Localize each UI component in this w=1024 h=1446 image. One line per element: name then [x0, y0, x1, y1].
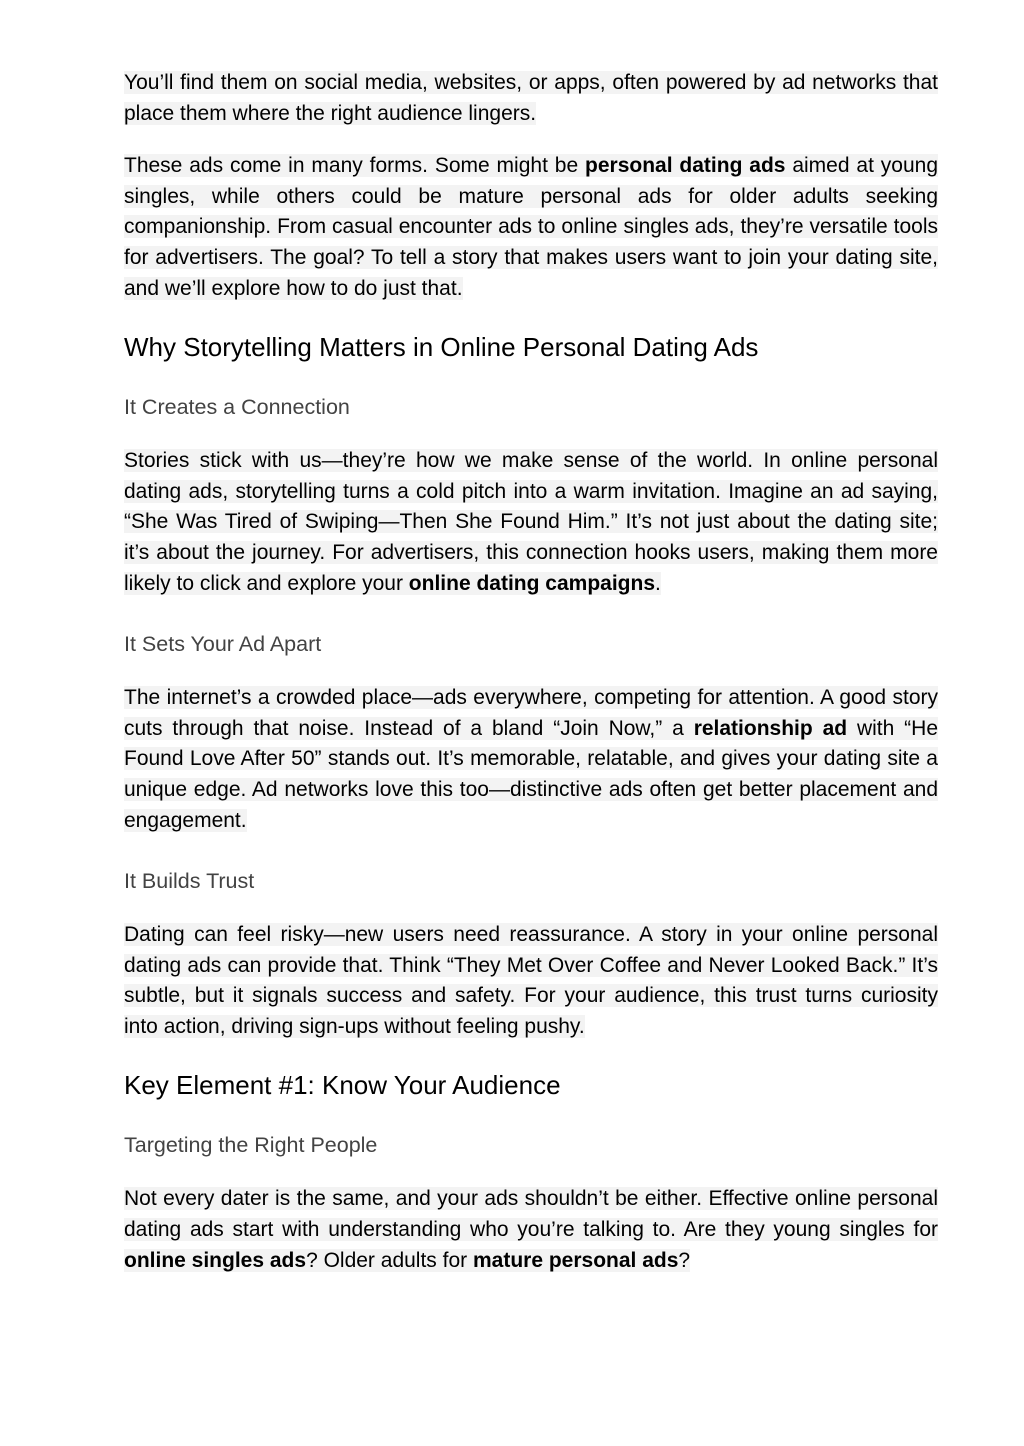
- paragraph-ad-apart: [124, 683, 938, 836]
- text-run: [124, 449, 938, 594]
- text-run-c: ? Older adults for: [306, 1248, 473, 1272]
- paragraph-ad-forms: [124, 151, 938, 304]
- bold-term-online-dating-campaigns: online dating campaigns: [408, 571, 655, 595]
- bold-term-online-singles-ads: online singles ads: [124, 1248, 307, 1272]
- paragraph-targeting: [124, 1184, 938, 1276]
- paragraph-trust: [124, 920, 938, 1042]
- text-run: [124, 686, 938, 831]
- text-run-a: Not every dater is the same, and your ads shouldn’t be either. Effective online personal dating ads start with understanding who you’re talking to. Are they young singles for: [124, 1187, 938, 1242]
- text-run-c: aimed at young singles, while others could be mature personal ads for older adults seeking companionship. From casual encounter ads to online singles ads, they’re versatile tools for advertisers. The goal? To tell a story that makes users want to join your dating site, and we’ll explore how to do just that.: [124, 154, 939, 300]
- subheading-creates-connection: It Creates a Connection: [124, 395, 350, 420]
- subheading-targeting-right-people: Targeting the Right People: [124, 1133, 378, 1158]
- heading-why-storytelling: Why Storytelling Matters in Online Personal Dating Ads: [124, 332, 759, 363]
- text-run: [124, 1187, 938, 1271]
- text-run: [124, 154, 938, 299]
- subheading-sets-ad-apart: It Sets Your Ad Apart: [124, 632, 322, 657]
- text-run-a: The internet’s a crowded place—ads everywhere, competing for attention. A good story cuts through that noise. Instead of a bland “Join Now,” a: [124, 686, 938, 740]
- text-run-c: with “He Found Love After 50” stands out. It’s memorable, relatable, and gives your dating site a unique edge. Ad networks love this too—distinctive ads often get better placement and engagement.: [124, 716, 939, 832]
- paragraph-connection: [124, 446, 938, 599]
- text-run-a: These ads come in many forms. Some might be: [124, 154, 586, 178]
- text-run-a: Stories stick with us—they’re how we make sense of the world. In online personal dating ads, storytelling turns a cold pitch into a warm invitation. Imagine an ad saying, “She Was Tired of Swiping—Then She Found Him.” It’s not just about the dating site; it’s about the journey. For advertisers, this connection hooks users, making them more likely to click and explore your: [124, 449, 938, 595]
- text-run-c: .: [655, 571, 661, 595]
- heading-know-your-audience: Key Element #1: Know Your Audience: [124, 1070, 561, 1101]
- bold-term-personal-dating-ads: personal dating ads: [585, 154, 786, 178]
- subheading-builds-trust: It Builds Trust: [124, 869, 255, 894]
- text-run: You’ll find them on social media, websites, or apps, often powered by ad networks that place them where the right audience lingers.: [124, 71, 938, 125]
- text-run: Dating can feel risky—new users need reassurance. A story in your online personal dating ads can provide that. Think “They Met Over Coffee and Never Looked Back.” It’s subtle, but it signals success and safety. For your audience, this trust turns curiosity into action, driving sign-ups without feeling pushy.: [124, 923, 938, 1038]
- bold-term-relationship-ad: relationship ad: [693, 716, 848, 740]
- bold-term-mature-personal-ads: mature personal ads: [472, 1248, 679, 1272]
- document-body: [124, 68, 938, 1298]
- text-run-d: ?: [678, 1248, 691, 1272]
- paragraph-ad-placement: [124, 68, 938, 129]
